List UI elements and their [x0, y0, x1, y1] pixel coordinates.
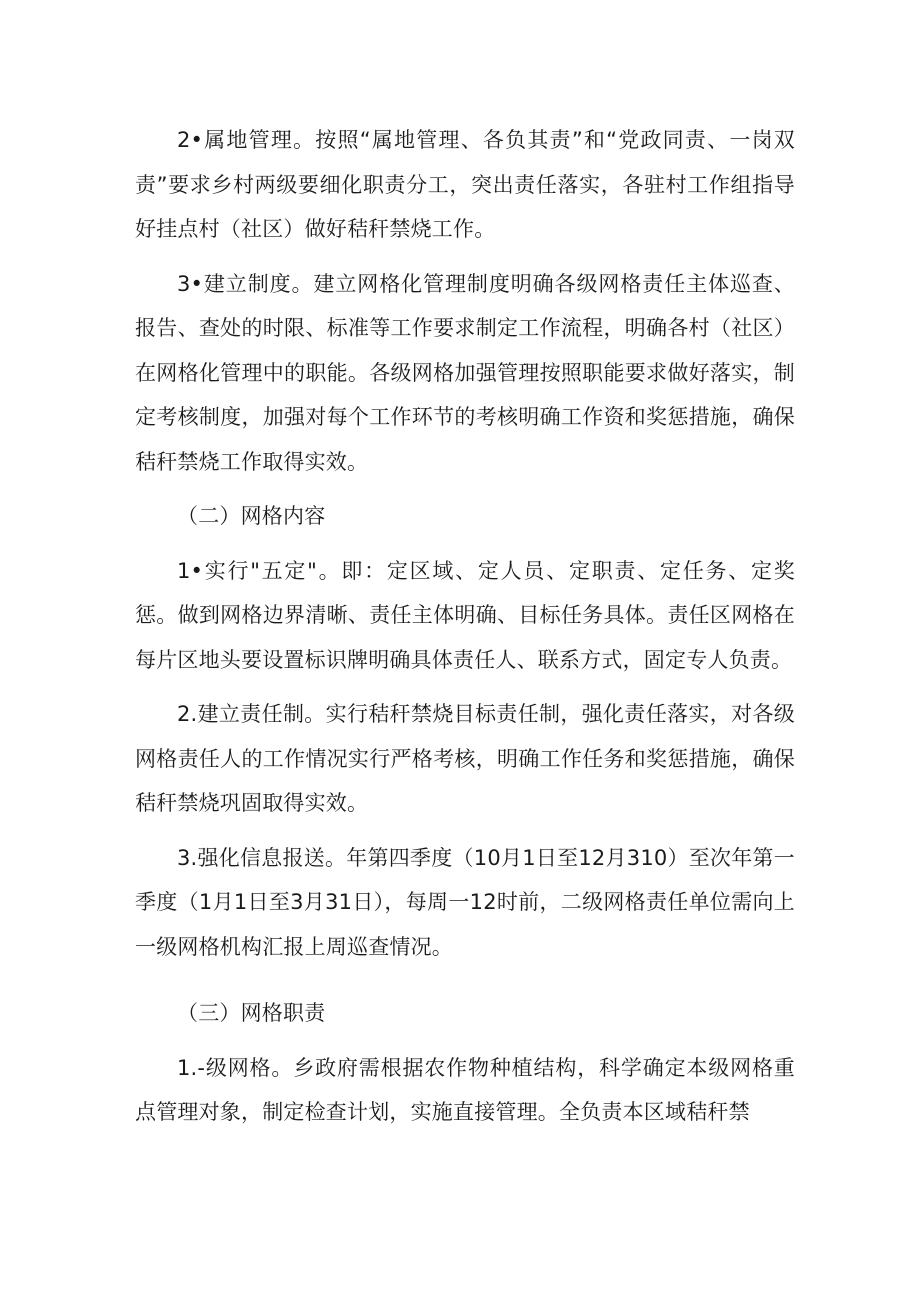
paragraph-five-fixes: 1•实行"五定"。即：定区域、定人员、定职责、定任务、定奖惩。做到网格边界清晰、责任主体明确、目标任务具体。责任区网格在每片区地头要设置标识牌明确具体责任人、联系方式，固定专人负责。: [135, 558, 795, 672]
paragraph-responsibility-system: 2.建立责任制。实行秸秆禁烧目标责任制，强化责任落实，对各级网格责任人的工作情况实行严格考核，明确工作任务和奖惩措施，确保秸秆禁烧巩固取得实效。: [135, 702, 795, 815]
paragraph-establish-system: 3•建立制度。建立网格化管理制度明确各级网格责任主体巡查、报告、查处的时限、标准等工作要求制定工作流程，明确各村（社区）在网格化管理中的职能。各级网格加强管理按照职能要求做好落实，制定考核制度，加强对每个工作环节的考核明确工作资和奖惩措施，确保秸秆禁烧工作取得实效。: [135, 271, 795, 474]
section-heading-grid-content: （二）网格内容: [177, 504, 326, 528]
paragraph-first-level-grid: 1.-级网格。乡政府需根据农作物种植结构，科学确定本级网格重点管理对象，制定检查计划，实施直接管理。全负责本区域秸秆禁: [135, 1055, 795, 1124]
paragraph-jurisdiction-management: 2•属地管理。按照“属地管理、各负其责”和“党政同责、一岗双责”要求乡村两级要细化职责分工，突出责任落实，各驻村工作组指导好挂点村（社区）做好秸秆禁烧工作。: [135, 128, 795, 241]
document-body: [135, 118, 795, 1145]
section-heading-grid-duties: （三）网格职责: [177, 1001, 326, 1025]
paragraph-information-reporting: 3.强化信息报送。年第四季度（10月1日至12月310）至次年第一季度（1月1日至3月31日），每周一12时前，二级网格责任单位需向上一级网格机构汇报上周巡查情况。: [135, 845, 795, 959]
